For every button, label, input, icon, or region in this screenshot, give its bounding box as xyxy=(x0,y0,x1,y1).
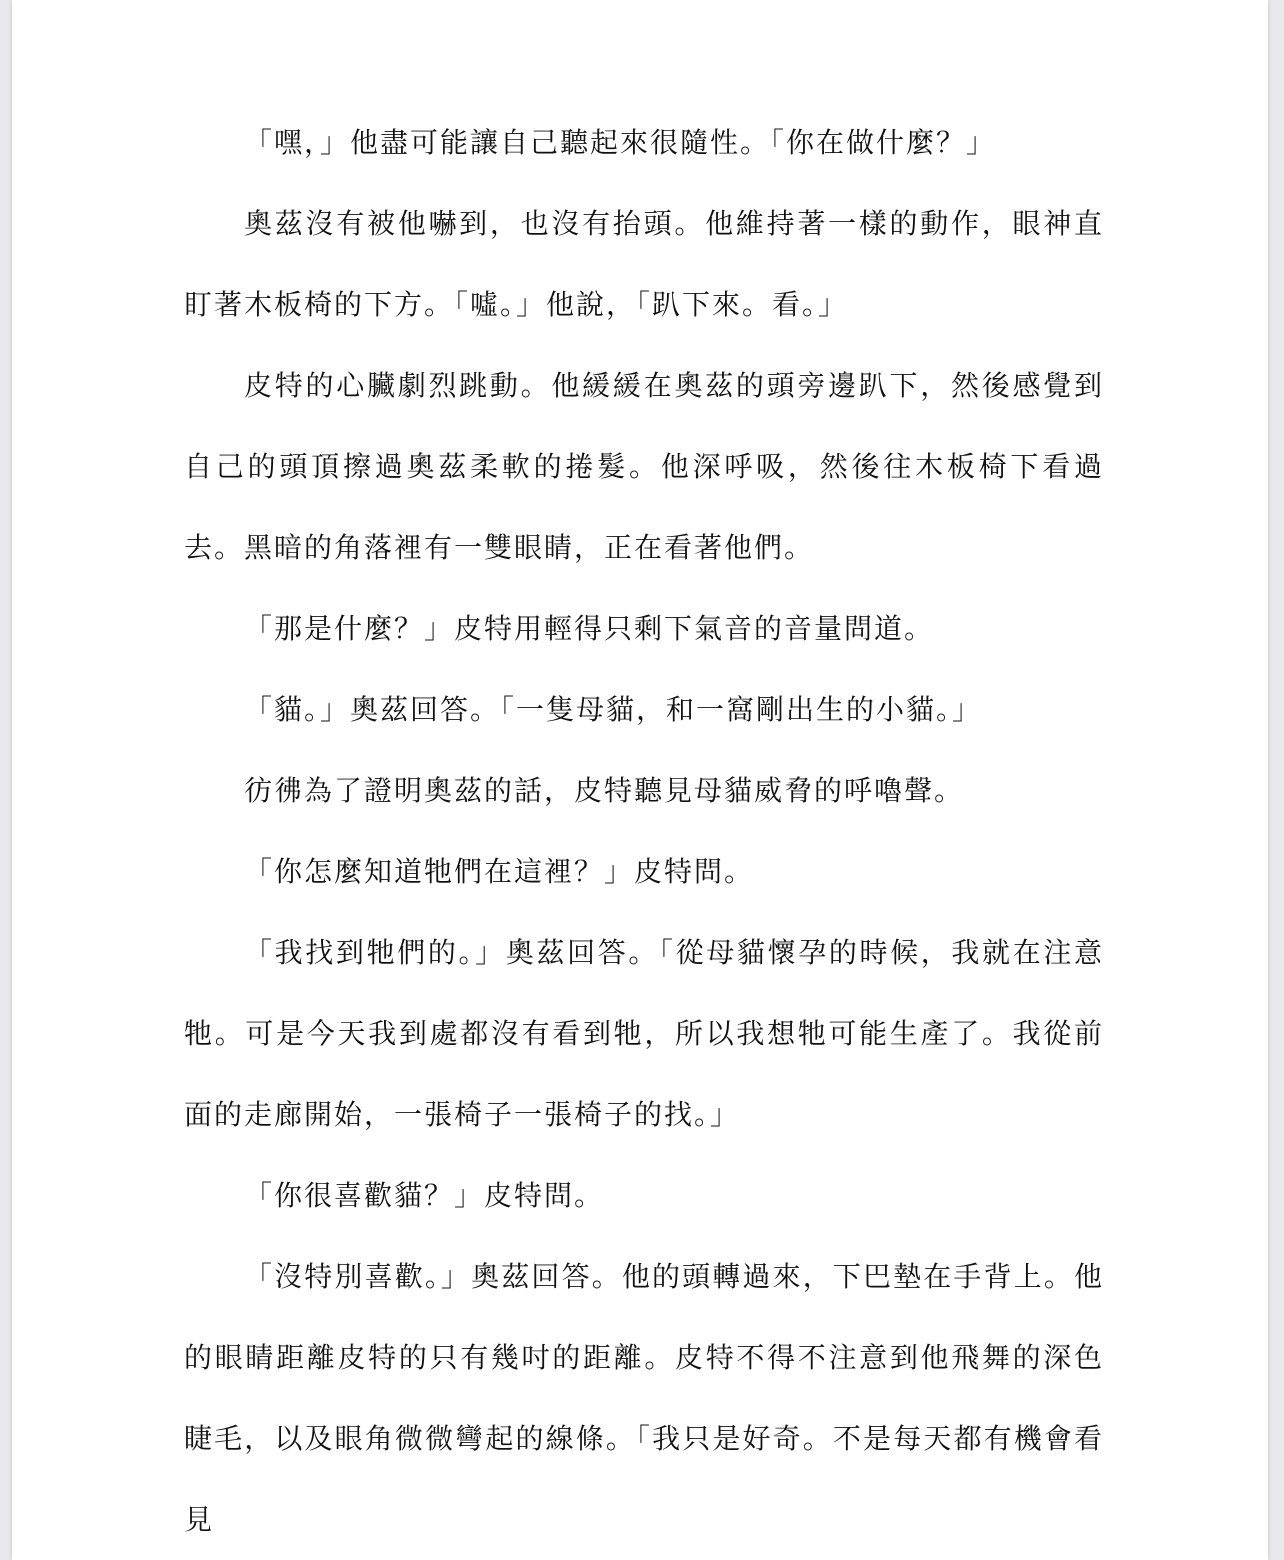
document-page xyxy=(12,0,1268,1560)
paragraph: 「你怎麼知道牠們在這裡？」皮特問。 xyxy=(244,855,755,888)
paragraph: 「貓。」奧茲回答。「一隻母貓，和一窩剛出生的小貓。」 xyxy=(244,693,983,726)
paragraph: 皮特的心臟劇烈跳動。他緩緩在奧茲的頭旁邊趴下，然後感覺到自己的頭頂擦過奧茲柔軟的捲髮。他深呼吸，然後往木板椅下看過去。黑暗的角落裡有一雙眼睛，正在看著他們。 xyxy=(184,369,1104,564)
paragraph: 「沒特別喜歡。」奧茲回答。他的頭轉過來，下巴墊在手背上。他的眼睛距離皮特的只有幾吋的距離。皮特不得不注意到他飛舞的深色睫毛，以及眼角微微彎起的線條。「我只是好奇。不是每天都有機會看見 xyxy=(184,1260,1104,1536)
paragraph: 「你很喜歡貓？」皮特問。 xyxy=(244,1179,605,1212)
paragraph: 彷彿為了證明奧茲的話，皮特聽見母貓威脅的呼嚕聲。 xyxy=(244,774,965,807)
paragraph: 「那是什麼？」皮特用輕得只剩下氣音的音量問道。 xyxy=(244,612,935,645)
page-body xyxy=(184,102,1104,1560)
paragraph: 「嘿，」他盡可能讓自己聽起來很隨性。「你在做什麼？」 xyxy=(244,126,997,159)
paragraph: 「我找到牠們的。」奧茲回答。「從母貓懷孕的時候，我就在注意牠。可是今天我到處都沒有看到牠，所以我想牠可能生產了。我從前面的走廊開始，一張椅子一張椅子的找。」 xyxy=(184,936,1104,1131)
paragraph: 奧茲沒有被他嚇到，也沒有抬頭。他維持著一樣的動作，眼神直盯著木板椅的下方。「噓。」他說，「趴下來。看。」 xyxy=(184,207,1104,321)
